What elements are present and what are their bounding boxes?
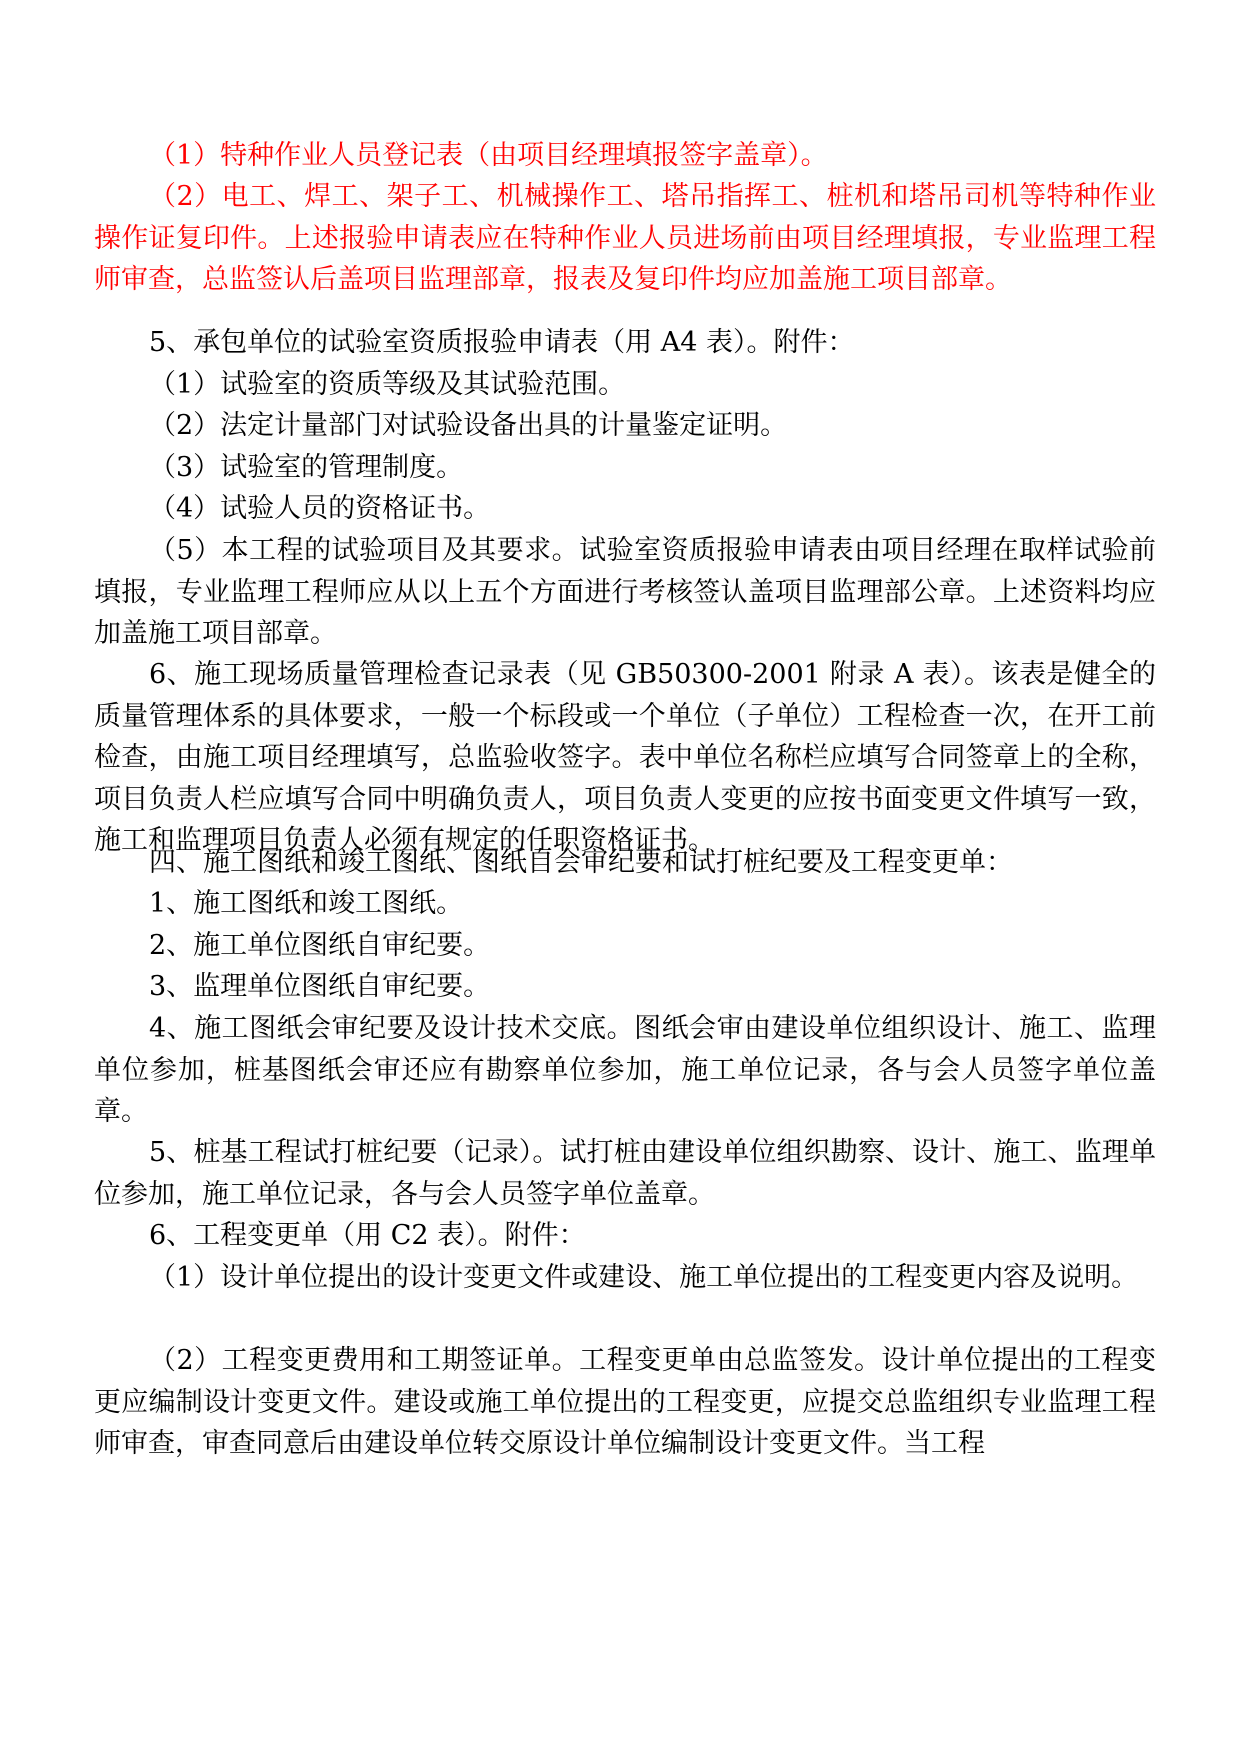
paragraph-tester-qualification: （4）试验人员的资格证书。 (149, 493, 491, 524)
paragraph-design-change-documents: （1）设计单位提出的设计变更文件或建设、施工单位提出的工程变更内容及说明。 (149, 1262, 1139, 1293)
paragraph-lab-qualification-level: （1）试验室的资质等级及其试验范围。 (149, 369, 626, 400)
paragraph-construction-drawings: 1、施工图纸和竣工图纸。 (149, 888, 464, 919)
paragraph-special-workers-register: （1）特种作业人员登记表（由项目经理填报签字盖章）。 (149, 140, 828, 171)
paragraph-lab-management: （3）试验室的管理制度。 (149, 452, 464, 483)
paragraph-test-piling-minutes: 5、桩基工程试打桩纪要（记录）。试打桩由建设单位组织勘察、设计、施工、监理单位参加，施工单位记录，各与会人员签字单位盖章。 (94, 1137, 1156, 1210)
section-heading-drawings: 四、施工图纸和竣工图纸、图纸自会审纪要和试打桩纪要及工程变更单： (149, 847, 1013, 878)
paragraph-special-operation-certificates: （2）电工、焊工、架子工、机械操作工、塔吊指挥工、桩机和塔吊司机等特种作业操作证复印件。上述报验申请表应在特种作业人员进场前由项目经理填报，专业监理工程师审查，总监签认后盖项目监理部章，报表及复印件均应加盖施工项目部章。 (94, 181, 1156, 295)
paragraph-metrology-certificate: （2）法定计量部门对试验设备出具的计量鉴定证明。 (149, 410, 788, 441)
paragraph-test-items: （5）本工程的试验项目及其要求。试验室资质报验申请表由项目经理在取样试验前填报，专业监理工程师应从以上五个方面进行考核签认盖项目监理部公章。上述资料均应加盖施工项目部章。 (94, 535, 1156, 649)
paragraph-contractor-self-review: 2、施工单位图纸自审纪要。 (149, 930, 491, 961)
paragraph-quality-management-record: 6、施工现场质量管理检查记录表（见 GB50300-2001 附录 A 表）。该表是健全的质量管理体系的具体要求，一般一个标段或一个单位（子单位）工程检查一次，在开工前检查，由施工项目经理填写，总监验收签字。表中单位名称栏应填写合同签章上的全称，项目负责人栏应填写合同中明确负责人，项目负责人变更的应按书面变更文件填写一致，施工和监理项目负责人必须有规定的任职资格证书。 (94, 659, 1156, 856)
paragraph-supervisor-self-review: 3、监理单位图纸自审纪要。 (149, 971, 491, 1002)
paragraph-change-order: 6、工程变更单（用 C2 表）。附件： (149, 1220, 586, 1251)
paragraph-change-cost-schedule: （2）工程变更费用和工期签证单。工程变更单由总监签发。设计单位提出的工程变更应编制设计变更文件。建设或施工单位提出的工程变更，应提交总监组织专业监理工程师审查，审查同意后由建设单位转交原设计单位编制设计变更文件。当工程 (94, 1345, 1156, 1459)
paragraph-lab-qualification-form: 5、承包单位的试验室资质报验申请表（用 A4 表）。附件： (149, 327, 855, 358)
paragraph-drawing-joint-review: 4、施工图纸会审纪要及设计技术交底。图纸会审由建设单位组织设计、施工、监理单位参加，桩基图纸会审还应有勘察单位参加，施工单位记录，各与会人员签字单位盖章。 (94, 1013, 1156, 1127)
